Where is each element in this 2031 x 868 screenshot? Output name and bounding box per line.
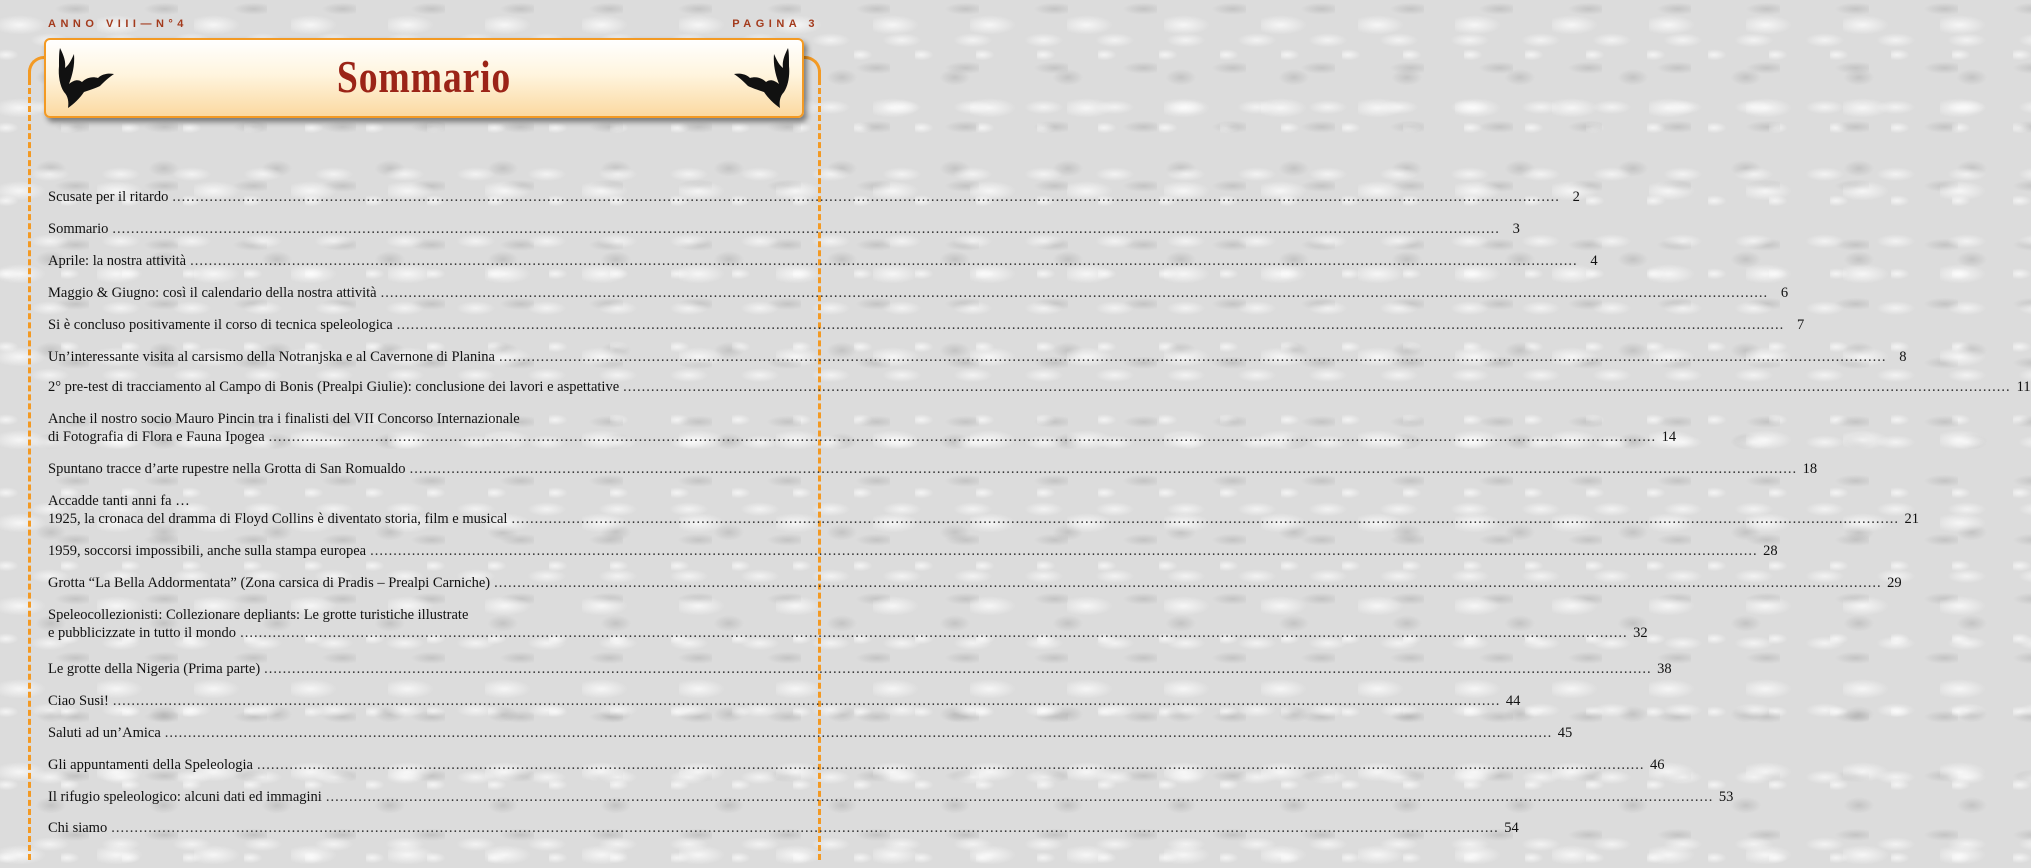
bat-icon [730, 46, 796, 110]
toc-entry [48, 284, 1789, 302]
toc-entry-page: 53 [1718, 789, 1734, 805]
toc-entry-title: Ciao Susi! [48, 693, 109, 709]
running-head [48, 18, 819, 34]
toc-entry-title: Le grotte della Nigeria (Prima parte) [48, 661, 261, 677]
dot-leader: ............................................................................................................................................................................................................................................................................................................ [396, 317, 1785, 333]
toc-entry-page: 54 [1504, 820, 1519, 836]
bat-icon [52, 46, 118, 110]
dot-leader: ............................................................................................................................................................................................................................................................................................................ [511, 511, 1899, 527]
toc-entry-title-line1: Speleocollezionisti: Collezionare depliants: Le grotte turistiche illustrate [48, 607, 469, 623]
toc-entry-page: 7 [1796, 317, 1805, 333]
toc-entry-page: 11 [2016, 379, 2031, 395]
dot-leader: ............................................................................................................................................................................................................................................................................................................ [325, 789, 1714, 805]
dot-leader: ............................................................................................................................................................................................................................................................................................................ [623, 379, 2011, 395]
toc-entry-title-line1: Anche il nostro socio Mauro Pincin tra i finalisti del VII Concorso Internazionale [48, 411, 520, 427]
toc-entry [48, 724, 1573, 742]
dot-leader: ............................................................................................................................................................................................................................................................................................................ [494, 575, 1882, 591]
toc-entry-title: di Fotografia di Flora e Fauna Ipogea [48, 429, 265, 445]
toc-entry-title: Chi siamo [48, 820, 108, 836]
toc-entry-page: 45 [1557, 725, 1573, 741]
toc-entry-title: Un’interessante visita al carsismo della Notranjska e al Cavernone di Planina [48, 349, 495, 365]
toc-entry [48, 492, 1919, 528]
toc-entry-page: 46 [1649, 757, 1665, 773]
toc-entry [48, 788, 1734, 806]
toc-entry-title: 1959, soccorsi impossibili, anche sulla stampa europea [48, 543, 367, 559]
toc-entry-title: Il rifugio speleologico: alcuni dati ed immagini [48, 789, 322, 805]
toc-entry [48, 252, 1598, 270]
dot-leader: ............................................................................................................................................................................................................................................................................................................ [112, 221, 1500, 237]
dot-leader: ............................................................................................................................................................................................................................................................................................................ [111, 820, 1499, 836]
dot-leader: ............................................................................................................................................................................................................................................................................................................ [190, 253, 1578, 269]
toc-entry [48, 460, 1818, 478]
toc-entry-page: 32 [1633, 625, 1648, 641]
dot-leader: ............................................................................................................................................................................................................................................................................................................ [172, 189, 1560, 205]
dot-leader: ............................................................................................................................................................................................................................................................................................................ [409, 461, 1798, 477]
toc-entry-page: 29 [1887, 575, 1902, 591]
toc-entry-page: 28 [1763, 543, 1778, 559]
toc-entry [48, 606, 1648, 642]
toc-entry-page: 2 [1572, 189, 1580, 205]
toc-entry-title: 1925, la cronaca del dramma di Floyd Collins è diventato storia, film e musical [48, 511, 508, 527]
toc-entry-title: 2° pre-test di tracciamento al Campo di Bonis (Prealpi Giulie): conclusione dei lavori e aspettative [48, 379, 620, 395]
toc-entry-title-line1: Accadde tanti anni fa … [48, 493, 190, 509]
toc-entry [48, 660, 1672, 678]
toc-entry-title: Sommario [48, 221, 109, 237]
toc-entry [48, 756, 1665, 774]
toc-entry [48, 574, 1902, 592]
toc-entry [48, 410, 1677, 446]
toc-entry-page: 18 [1802, 461, 1818, 477]
toc-entry-page: 21 [1904, 511, 1919, 527]
toc-entry-page: 4 [1590, 253, 1598, 269]
issue-number: ANNO VIII—N°4 [48, 18, 188, 30]
dot-leader: ............................................................................................................................................................................................................................................................................................................ [264, 661, 1652, 677]
toc-entry-page: 44 [1505, 693, 1521, 709]
toc-entry [48, 220, 1520, 238]
dot-leader: ............................................................................................................................................................................................................................................................................................................ [164, 725, 1553, 741]
toc-entry-title: e pubblicizzate in tutto il mondo [48, 625, 237, 641]
page-title: Sommario [336, 51, 512, 102]
toc-entry-title: Si è concluso positivamente il corso di tecnica speleologica [48, 317, 393, 333]
toc-entry [48, 692, 1521, 710]
toc-entry [48, 819, 1519, 837]
toc-entry-title: Gli appuntamenti della Speleologia [48, 757, 253, 773]
toc-entry-page: 6 [1780, 285, 1789, 301]
dot-leader: ............................................................................................................................................................................................................................................................................................................ [498, 349, 1887, 365]
toc-entry-title: Maggio & Giugno: così il calendario della nostra attività [48, 285, 377, 301]
toc-entry-page: 3 [1512, 221, 1520, 237]
dot-leader: ............................................................................................................................................................................................................................................................................................................ [380, 285, 1769, 301]
toc-entry-title: Spuntano tracce d’arte rupestre nella Grotta di San Romualdo [48, 461, 406, 477]
dot-leader: ............................................................................................................................................................................................................................................................................................................ [268, 429, 1657, 445]
page-number-label: PAGINA 3 [732, 18, 819, 30]
toc-entry-title: Scusate per il ritardo [48, 189, 169, 205]
toc-entry-title: Saluti ad un’Amica [48, 725, 161, 741]
dot-leader: ............................................................................................................................................................................................................................................................................................................ [256, 757, 1645, 773]
title-banner [44, 38, 804, 118]
dot-leader: ............................................................................................................................................................................................................................................................................................................ [240, 625, 1628, 641]
frame-border-left [28, 70, 31, 860]
dot-leader: ............................................................................................................................................................................................................................................................................................................ [370, 543, 1758, 559]
toc-entry-page: 38 [1657, 661, 1672, 677]
toc-entry-page: 14 [1661, 429, 1677, 445]
toc-entry [48, 348, 1907, 366]
toc-entry-title: Aprile: la nostra attività [48, 253, 187, 269]
dot-leader: ............................................................................................................................................................................................................................................................................................................ [112, 693, 1501, 709]
toc-entry-title: Grotta “La Bella Addormentata” (Zona carsica di Pradis – Prealpi Carniche) [48, 575, 491, 591]
toc-entry [48, 542, 1778, 560]
toc-entry [48, 188, 1580, 206]
toc-entry [48, 378, 2031, 396]
toc-entry [48, 316, 1805, 334]
toc-entry-page: 8 [1899, 349, 1907, 365]
